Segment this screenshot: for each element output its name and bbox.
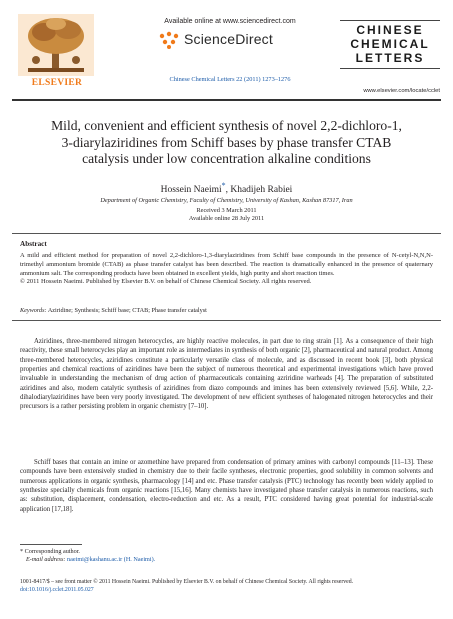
body-paragraph-1: Aziridines, three-membered nitrogen heterocycles, are highly reactive molecules, in part due to ring strain [1]. As a consequence of their high reactivity, these small heterocycles play an important role as intermediates in synthesis of both organic [2], pharmaceutical and natural product. Among three-membered heterocycles, aziridines constitute a particularly versatile class of molecule, and as discussed in recent book [3], both physical properties and chemical reactions of aziridines have been the subject of numerous theoretical and experimental investigations which have proved invaluable in understanding the mechanism of drug action of pharmaceuticals containing azriridine warheads [4]. The preparation of substituted aziridines and also, modern catalytic synthesis of aziridines from diazo compounds and imines has been extensively reviewed [5,6]. While, 2,2-dihalodiarylaziridines have been very poorly investigated. The development of new efficient syntheses of halogenated nitrogen heterocycles and their precursors is a rather persisting problem in organic chemistry [7–10]. [20,338,433,411]
journal-logo-line-1: CHINESE [356,23,424,37]
journal-logo-line-2: CHEMICAL [350,37,430,51]
journal-logo-rule-bottom [340,68,440,69]
abstract-copyright: © 2011 Hossein Naeimi. Published by Elsevier B.V. on behalf of Chinese Chemical Society. All rights reserved. [20,278,312,286]
header-divider [12,99,441,101]
journal-logo-line-3: LETTERS [355,51,425,65]
journal-citation-link[interactable]: Chinese Chemical Letters 22 (2011) 1273–1276 [169,76,291,83]
abstract-heading: Abstract [20,240,47,248]
footnote [20,548,155,565]
sciencedirect-wordmark: ScienceDirect [184,31,273,47]
footnote-rule [20,544,82,545]
article-title [20,118,433,168]
keywords-label: Keywords: [20,307,47,314]
available-date: Available online 28 July 2011 [188,215,265,222]
corresponding-author-marker[interactable]: * [221,181,226,190]
footnote-email-line [20,556,155,564]
journal-logo [340,23,440,65]
abstract-divider-bottom [12,320,441,321]
publisher-name: ELSEVIER [31,78,83,88]
footnote-corresponding: * Corresponding author. [20,548,80,555]
footnote-email-label: E-mail address: [26,556,66,564]
available-online-text: Available online at www.sciencedirect.com [164,18,296,25]
article-dates [20,207,433,223]
abstract-divider-top [12,233,441,234]
keywords [20,307,433,314]
title-line-2: 3-diarylaziridines from Schiff bases by phase transfer CTAB [61,134,392,150]
title-line-3: catalysis under low concentration alkaline conditions [82,151,371,166]
body-paragraph-2: Schiff bases that contain an imine or azomethine have prepared from condensation of primary amines with carbonyl compounds [11–13]. These compounds have been extensively studied in chemistry due to their facile syntheses, electronic properties, good solubility in common solvents and numerous applications in organic synthesis, pharmacology [14] and etc. Phase transfer catalysis (PTC) technology has recently been widely applied to synthesize specially chemicals from organic reactions [15,16]. Many chemists have investigated phase transfer catalysis in numerous reactions, such as: substitution, displacement, condensation, electro-reduction and etc. As a result, PTC considered having great potential for industrial-scale application [17,18]. [20,459,433,513]
footer [20,578,433,594]
footnote-email-link[interactable]: naeimi@kashanu.ac.ir (H. Naeimi). [67,556,156,564]
abstract-text: A mild and efficient method for preparation of novel 2,2-dichloro-1,3-diarylaziridines from Schiff base compounds in the presence of N-cetyl-N,N,N-trimethyl ammonium bromide (CTAB) as phase transfer catalyst has been described. The reaction is dramatically enhanced in the presence of quaternary ammonium salt. The corresponding products have been obtained in excellent yields, high purity and short reaction times. [20,252,433,277]
received-date: Received 3 March 2011 [196,207,257,214]
elsevier-tree-logo [18,14,94,76]
journal-logo-rule-top [340,20,440,21]
sciencedirect-mark-icon [156,30,182,50]
abstract-body [20,252,433,287]
author-name-1: Hossein Naeimi [160,185,222,196]
title-line-1: Mild, convenient and efficient synthesis of novel 2,2-dichloro-1, [51,118,402,133]
journal-url-link[interactable]: www.elsevier.com/locate/cclet [363,88,440,94]
sciencedirect-logo [150,29,330,51]
affiliation: Department of Organic Chemistry, Faculty of Chemistry, University of Kashan, Kashan 87317, Iran [100,197,353,204]
footer-doi-link[interactable]: doi:10.1016/j.cclet.2011.05.027 [20,587,94,593]
author-list [20,181,433,195]
keywords-list: Aziridine; Synthesis; Schiff base; CTAB; Phase transfer catalyst [47,307,207,314]
footer-issn-line: 1001-8417/$ – see front matter © 2011 Hossein Naeimi. Published by Elsevier B.V. on behalf of Chinese Chemical Society. All rights reserved. [20,579,354,585]
author-name-2: , Khadijeh Rabiei [225,185,293,196]
